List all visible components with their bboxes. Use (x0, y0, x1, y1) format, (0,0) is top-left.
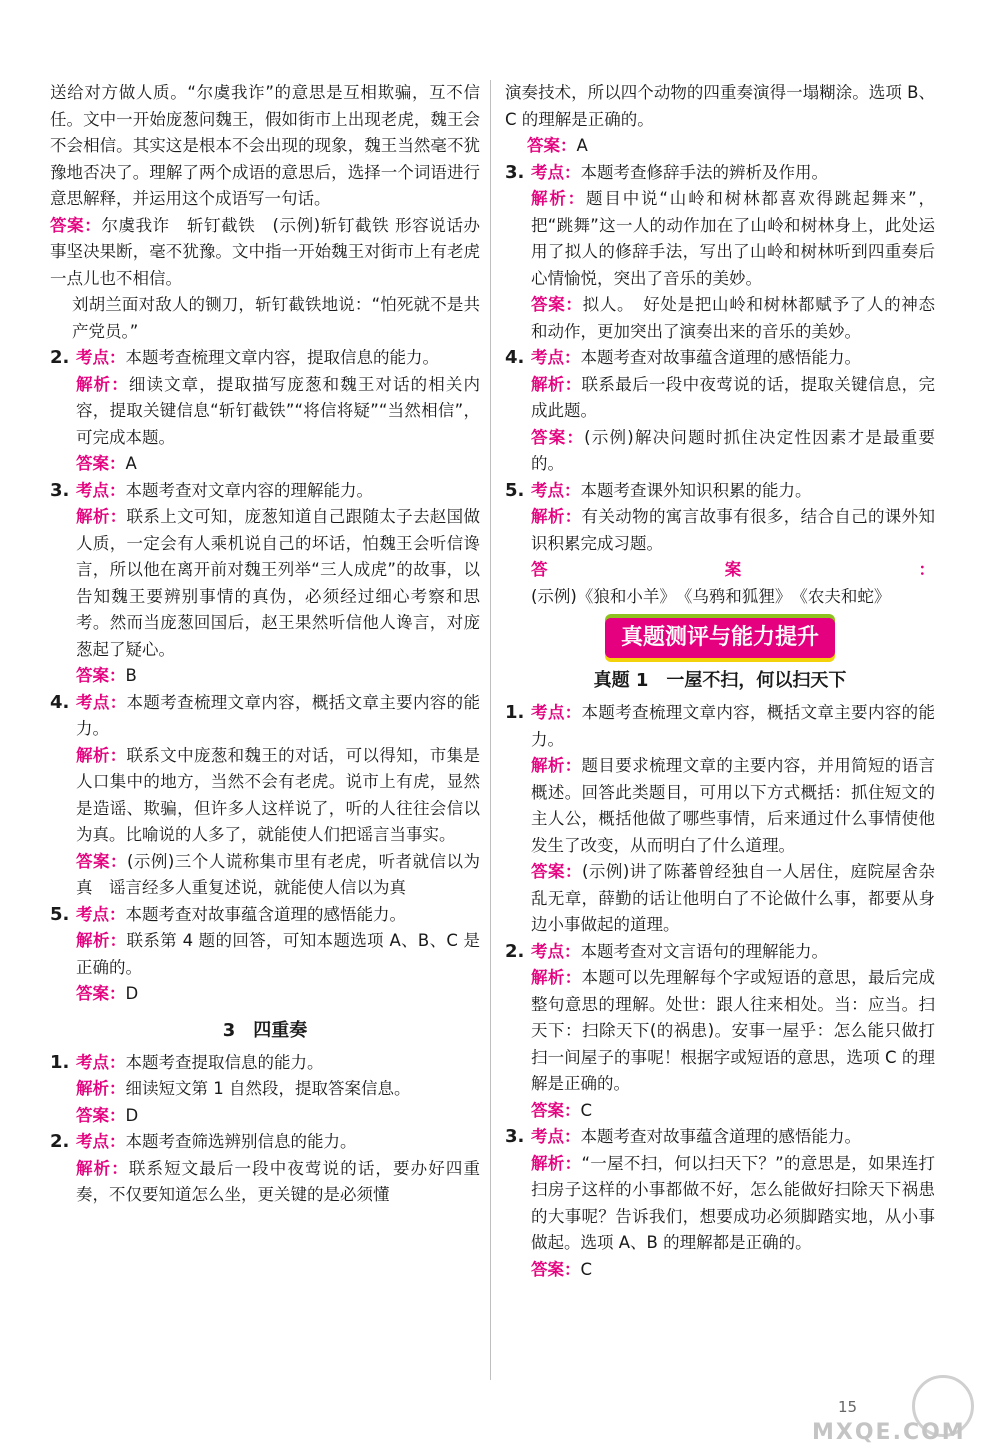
kaodian-label: 考点： (531, 480, 581, 500)
daan-line (76, 981, 480, 1008)
right-top-answer (505, 133, 935, 160)
kaodian-text: 本题考查对故事蕴含道理的感悟能力。 (580, 348, 861, 367)
kaodian-line (531, 478, 935, 505)
kaodian-label: 考点： (76, 904, 126, 924)
kaodian-line (531, 1124, 935, 1151)
jiexi-label: 解析： (76, 745, 127, 765)
kaodian-text: 本题考查对文章内容的理解能力。 (125, 480, 373, 500)
answer-text: C (580, 1100, 593, 1120)
jiexi-line (531, 186, 935, 292)
jiexi-label: 解析： (76, 1158, 129, 1178)
kaodian-text: 本题考查对文言语句的理解能力。 (580, 941, 828, 961)
kaodian-text: 本题考查梳理文章内容，概括文章主要内容的能力。 (76, 692, 481, 738)
answer-label: 答案： (531, 427, 585, 447)
answer-label: 答案： (50, 215, 102, 235)
jiexi-label: 解析： (531, 507, 582, 526)
column-divider (490, 80, 491, 1380)
kaodian-line (531, 160, 935, 187)
section-banner: 真题测评与能力提升 (605, 618, 835, 658)
question-number: 5. (50, 903, 70, 925)
jiexi-text: 联系短文最后一段中夜莺说的话，要办好四重奏，不仅要知道怎么坐，更关键的是必须懂 (76, 1158, 481, 1204)
daan-line (76, 663, 480, 690)
page-number: 15 (838, 1398, 858, 1416)
kaodian-line (76, 690, 480, 743)
daan-line (531, 557, 935, 610)
question-item (505, 478, 935, 611)
kaodian-text: 本题考查对故事蕴含道理的感悟能力。 (580, 1127, 861, 1146)
kaodian-label: 考点： (76, 480, 126, 500)
left-column (50, 80, 480, 1209)
jiexi-line (76, 1076, 480, 1103)
jiexi-text: 细读文章，提取描写庞葱和魏王对话的相关内容，提取关键信息“斩钉截铁”“将信将疑”“当然相信”，可完成本题。 (76, 374, 481, 447)
answer-text: (示例)《狼和小羊》 《乌鸦和狐狸》 《农夫和蛇》 (531, 586, 891, 606)
kaodian-label: 考点： (76, 692, 127, 712)
kaodian-line (76, 1050, 480, 1077)
right-top-paragraph: 演奏技术，所以四个动物的四重奏演得一塌糊涂。选项 B、C 的理解是正确的。 (505, 83, 935, 129)
jiexi-line (531, 504, 935, 557)
jiexi-line (531, 753, 935, 859)
answer-text: A (125, 454, 137, 473)
jiexi-text: 题目中说“山岭和树林都喜欢得跳起舞来”，把“跳舞”这一人的动作加在了山岭和树林身上，此处运用了拟人的修辞手法，写出了山岭和树林听到四重奏后心情愉悦，突出了音乐的美妙。 (531, 189, 935, 288)
kaodian-label: 考点： (76, 1052, 126, 1072)
question-number: 5. (505, 479, 525, 501)
daan-line (531, 1257, 935, 1284)
kaodian-label: 考点： (76, 1132, 126, 1151)
kaodian-text: 本题考查梳理文章内容，提取信息的能力。 (125, 348, 439, 367)
answer-text: C (580, 1259, 593, 1279)
jiexi-label: 解析： (531, 756, 582, 775)
daan-line (531, 425, 935, 478)
question-item (50, 902, 480, 1008)
question-number: 1. (50, 1051, 70, 1073)
question-number: 4. (505, 347, 525, 368)
question-item (50, 345, 480, 478)
jiexi-text: 联系上文可知，庞葱知道自己跟随太子去赵国做人质，一定会有人乘机说自己的坏话，怕魏王会听信谗言，所以他在离开前对魏王列举“三人成虎”的故事，以告知魏王要辨别事情的真伪，必须经过细心考察和思考。然而当庞葱回国后，赵王果然听信他人谗言，对庞葱起了疑心。 (76, 507, 481, 659)
kaodian-label: 考点： (531, 941, 581, 961)
question-number: 4. (50, 691, 70, 713)
answer-label: 答案： (531, 1100, 581, 1120)
answer-label: 答案： (76, 851, 127, 871)
jiexi-line (531, 1151, 935, 1257)
question-item (505, 160, 935, 346)
jiexi-text: 联系最后一段中夜莺说的话，提取关键信息，完成此题。 (531, 374, 936, 420)
answer-label: 答案： (531, 560, 935, 579)
zhenti-title: 真题 1 一屋不扫，何以扫天下 (593, 670, 847, 691)
kaodian-text: 本题考查提取信息的能力。 (125, 1052, 324, 1072)
kaodian-line (76, 345, 480, 372)
question-item (50, 690, 480, 902)
question-number: 3. (505, 161, 525, 183)
jiexi-line (76, 1156, 480, 1209)
kaodian-text: 本题考查对故事蕴含道理的感悟能力。 (125, 904, 406, 924)
question-number: 3. (505, 1126, 525, 1147)
jiexi-line (531, 965, 935, 1098)
answer-text: (示例)三个人谎称集市里有老虎，听者就信以为真 谣言经多人重复述说，就能使人信以为真 (76, 851, 480, 897)
answer-text: 拟人。 好处是把山岭和树林都赋予了人的神态和动作，更加突出了演奏出来的音乐的美妙。 (531, 295, 936, 341)
kaodian-line (531, 700, 935, 753)
jiexi-label: 解析： (531, 189, 587, 208)
jiexi-text: 题目要求梳理文章的主要内容，并用简短的语言概述。回答此类题目，可用以下方式概括：抓住短文的主人公，概括他做了哪些事情，后来通过什么事情使他发生了改变，从而明白了什么道理。 (531, 756, 936, 855)
question-item (505, 1124, 935, 1283)
left-answer-1 (50, 213, 480, 293)
daan-line (531, 859, 935, 939)
jiexi-label: 解析： (531, 968, 582, 987)
kaodian-text: 本题考查筛选辨别信息的能力。 (125, 1132, 357, 1151)
answer-text: A (576, 136, 588, 155)
question-item (50, 478, 480, 690)
kaodian-label: 考点： (531, 162, 581, 182)
answer-label: 答案： (527, 136, 577, 155)
daan-line (76, 451, 480, 478)
question-number: 3. (50, 479, 70, 501)
question-item (505, 345, 935, 478)
answer-label: 答案： (76, 984, 126, 1003)
section-banner-wrap (505, 618, 935, 658)
jiexi-label: 解析： (76, 507, 127, 526)
jiexi-text: 联系第 4 题的回答，可知本题选项 A、B、C 是正确的。 (76, 931, 481, 977)
answer-text: B (125, 666, 137, 685)
jiexi-text: 本题可以先理解每个字或短语的意思，最后完成整句意思的理解。处世：跟人往来相处。当：应当。扫天下：扫除天下(的祸患)。安事一屋乎：怎么能只做打扫一间屋子的事呢！根据字或短语的意思，选项 C 的理解是正确的。 (531, 968, 936, 1093)
kaodian-label: 考点： (531, 703, 582, 722)
daan-line (531, 1098, 935, 1125)
answer-text: (示例)解决问题时抓住决定性因素才是最重要的。 (531, 427, 936, 473)
kaodian-text: 本题考查修辞手法的辨析及作用。 (580, 162, 828, 182)
jiexi-text: 有关动物的寓言故事有很多，结合自己的课外知识积累完成习题。 (531, 507, 936, 553)
answer-text: 尔虞我诈 斩钉截铁 (示例)斩钉截铁 形容说话办事坚决果断，毫不犹豫。文中指一开始魏王对街市上有老虎一点儿也不相信。 (50, 215, 481, 288)
daan-line (76, 849, 480, 902)
kaodian-label: 考点： (531, 348, 581, 367)
question-number: 2. (505, 940, 525, 962)
jiexi-text: “一屋不扫，何以扫天下？”的意思是，如果连打扫房子这样的小事都做不好，怎么能做好扫除天下祸患的大事呢？告诉我们，想要成功必须脚踏实地，从小事做起。选项 A、B 的理解都是正确的。 (531, 1153, 936, 1252)
kaodian-line (76, 902, 480, 929)
answer-label: 答案： (76, 666, 126, 685)
jiexi-line (76, 928, 480, 981)
kaodian-line (531, 345, 935, 372)
kaodian-text: 本题考查梳理文章内容，概括文章主要内容的能力。 (531, 703, 936, 749)
jiexi-line (76, 743, 480, 849)
question-item (50, 1050, 480, 1130)
section-title: 3 四重奏 (222, 1019, 308, 1041)
question-item (505, 700, 935, 939)
jiexi-line (76, 504, 480, 663)
jiexi-label: 解析： (76, 1079, 126, 1098)
answer-text: D (125, 984, 139, 1003)
question-item (505, 939, 935, 1125)
kaodian-text: 本题考查课外知识积累的能力。 (580, 480, 812, 500)
jiexi-line (76, 372, 480, 452)
daan-line (531, 292, 935, 345)
question-number: 2. (50, 1131, 70, 1152)
question-item (50, 1129, 480, 1209)
answer-text: D (125, 1105, 139, 1125)
answer-label: 答案： (76, 1105, 126, 1125)
jiexi-text: 细读短文第 1 自然段，提取答案信息。 (125, 1079, 411, 1098)
jiexi-label: 解析： (76, 931, 127, 950)
watermark-text: MXQE.COM (812, 1420, 966, 1445)
left-answer-1-cont: 刘胡兰面对敌人的铡刀，斩钉截铁地说：“怕死就不是共产党员。” (72, 295, 480, 341)
jiexi-text: 联系文中庞葱和魏王的对话，可以得知，市集是人口集中的地方，当然不会有老虎。说市上有虎，显然是造谣、欺骗，但许多人这样说了，听的人往往会信以为真。比喻说的人多了，就能使人们把谣言当事实。 (76, 745, 481, 844)
answer-label: 答案： (531, 862, 582, 881)
jiexi-label: 解析： (531, 1153, 582, 1173)
jiexi-line (531, 372, 935, 425)
right-column (505, 80, 935, 1283)
left-top-paragraph: 送给对方做人质。“尔虞我诈”的意思是互相欺骗，互不信任。文中一开始庞葱问魏王，假如街市上出现老虎，魏王会不会相信。其实这是根本不会出现的现象，魏王当然毫不犹豫地否决了。理解了两个成语的意思后，选择一个词语进行意思解释，并运用这个成语写一句话。 (50, 83, 480, 208)
question-number: 2. (50, 347, 70, 368)
jiexi-label: 解析： (531, 374, 582, 394)
watermark-logo (812, 1375, 982, 1445)
answer-text: (示例)讲了陈蕃曾经独自一人居住，庭院屋舍杂乱无章，薛勤的话让他明白了不论做什么事，都要从身边小事做起的道理。 (531, 862, 935, 934)
daan-line (76, 1103, 480, 1130)
kaodian-label: 考点： (531, 1127, 581, 1146)
kaodian-line (76, 1129, 480, 1156)
answer-label: 答案： (531, 295, 583, 314)
kaodian-line (531, 939, 935, 966)
kaodian-line (76, 478, 480, 505)
answer-label: 答案： (531, 1259, 581, 1279)
answer-label: 答案： (76, 454, 126, 473)
jiexi-label: 解析： (76, 374, 129, 394)
kaodian-label: 考点： (76, 348, 126, 367)
question-number: 1. (505, 702, 525, 723)
